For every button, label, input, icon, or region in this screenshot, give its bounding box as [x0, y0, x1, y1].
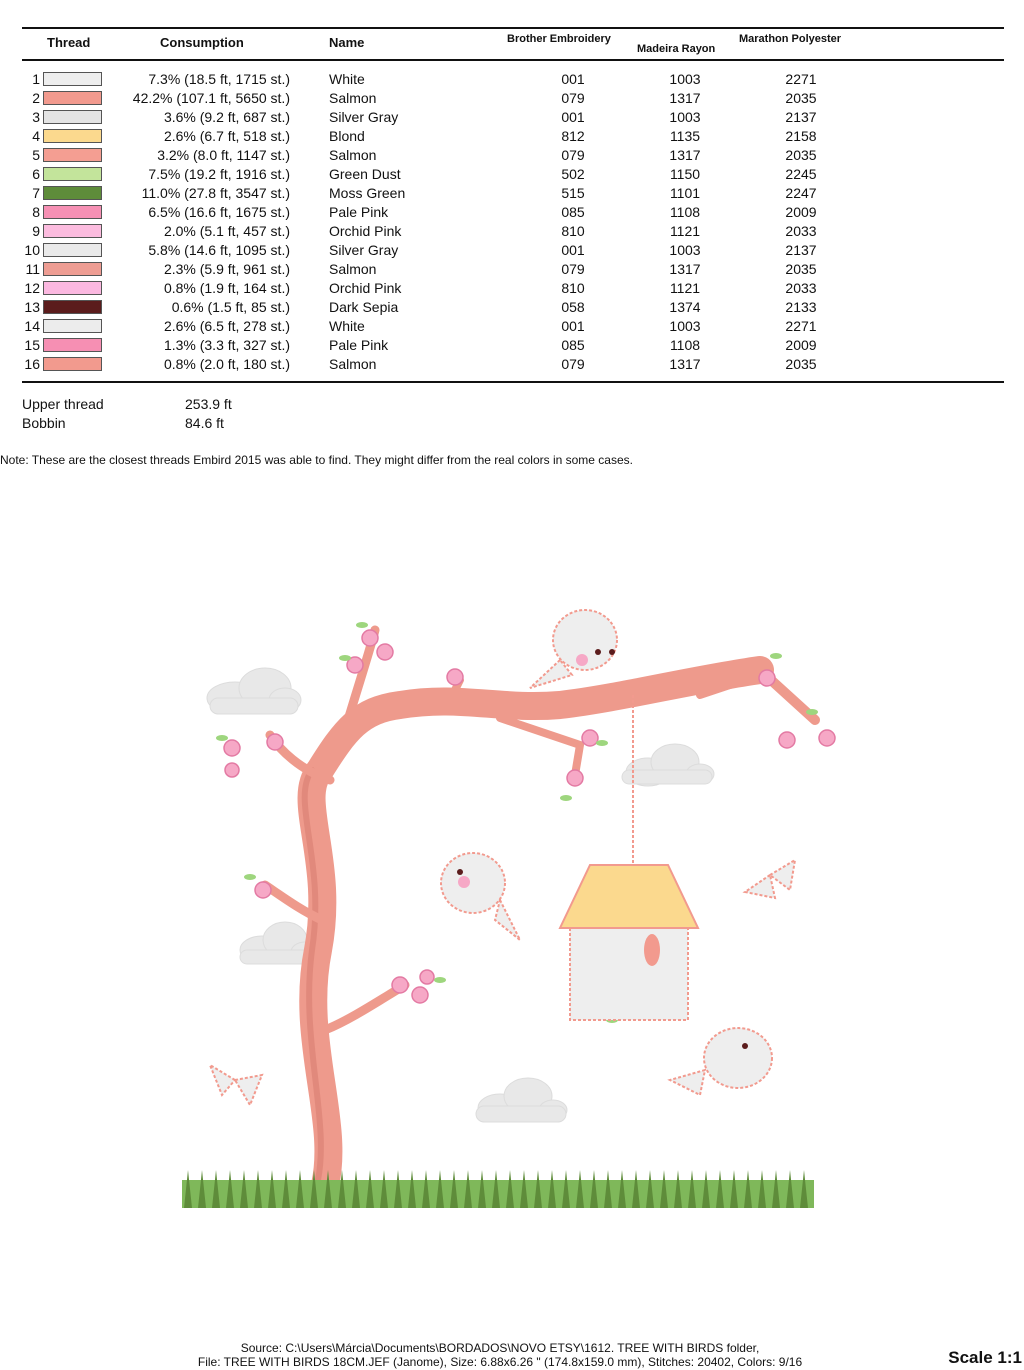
upper-thread-label: Upper thread: [22, 396, 104, 412]
thread-consumption: 0.6% (1.5 ft, 85 st.): [171, 299, 290, 315]
thread-number: 13: [24, 299, 40, 315]
color-swatch: [43, 110, 102, 124]
thread-name: Pale Pink: [329, 204, 389, 220]
marathon-code: 2033: [785, 280, 817, 296]
table-row: [0, 222, 1024, 241]
thread-number: 5: [32, 147, 40, 163]
flower-icon: [362, 630, 378, 646]
thread-name: Blond: [329, 128, 365, 144]
header-marathon: Marathon Polyester: [739, 33, 842, 45]
thread-number: 15: [24, 337, 40, 353]
marathon-code: 2009: [785, 204, 817, 220]
brother-code: 810: [561, 280, 585, 296]
madeira-code: 1003: [669, 71, 701, 87]
flower-icon: [582, 730, 598, 746]
brother-code: 085: [561, 337, 585, 353]
brother-code: 001: [561, 242, 585, 258]
leaf-icon: [356, 622, 368, 628]
color-swatch: [43, 129, 102, 143]
color-swatch: [43, 186, 102, 200]
header-name: Name: [329, 35, 365, 50]
thread-consumption: 7.3% (18.5 ft, 1715 st.): [148, 71, 290, 87]
madeira-code: 1003: [669, 242, 701, 258]
color-swatch: [43, 338, 102, 352]
thread-number: 4: [32, 128, 40, 144]
table-bottom-rule: [22, 381, 1004, 383]
flower-icon: [779, 732, 795, 748]
upper-thread-value: 253.9 ft: [185, 396, 232, 412]
thread-number: 8: [32, 204, 40, 220]
marathon-code: 2009: [785, 337, 817, 353]
thread-name: Green Dust: [329, 166, 401, 182]
color-swatch: [43, 167, 102, 181]
brother-code: 085: [561, 204, 585, 220]
thread-consumption: 1.3% (3.3 ft, 327 st.): [163, 337, 290, 353]
marathon-code: 2035: [785, 147, 817, 163]
color-swatch: [43, 148, 102, 162]
marathon-code: 2247: [785, 185, 817, 201]
table-row: [0, 184, 1024, 203]
thread-consumption: 0.8% (1.9 ft, 164 st.): [163, 280, 290, 296]
leaf-icon: [596, 740, 608, 746]
color-swatch: [43, 281, 102, 295]
table-row: [0, 279, 1024, 298]
madeira-code: 1121: [669, 223, 701, 239]
brother-code: 001: [561, 318, 585, 334]
thread-consumption: 2.6% (6.5 ft, 278 st.): [163, 318, 290, 334]
flower-icon: [377, 644, 393, 660]
flower-icon: [267, 734, 283, 750]
leaf-icon: [216, 735, 228, 741]
marathon-code: 2245: [785, 166, 817, 182]
thread-consumption: 0.8% (2.0 ft, 180 st.): [163, 356, 290, 372]
thread-consumption: 7.5% (19.2 ft, 1916 st.): [148, 166, 290, 182]
thread-name: Salmon: [329, 356, 377, 372]
flower-icon: [567, 770, 583, 786]
table-row: [0, 355, 1024, 374]
brother-code: 812: [561, 128, 585, 144]
color-swatch: [43, 243, 102, 257]
leaf-icon: [770, 653, 782, 659]
thread-name: White: [329, 318, 365, 334]
thread-consumption: 2.3% (5.9 ft, 961 st.): [163, 261, 290, 277]
color-swatch: [43, 91, 102, 105]
butterfly-icon: [210, 1065, 262, 1105]
thread-number: 6: [32, 166, 40, 182]
thread-consumption: 11.0% (27.8 ft, 3547 st.): [141, 185, 290, 201]
table-row: [0, 127, 1024, 146]
thread-number: 9: [32, 223, 40, 239]
thread-number: 1: [32, 71, 40, 87]
marathon-code: 2271: [785, 318, 817, 334]
bird-icon: [670, 1028, 772, 1095]
madeira-code: 1121: [669, 280, 701, 296]
thread-name: Salmon: [329, 90, 377, 106]
cloud-icon: [476, 1078, 567, 1122]
brother-code: 058: [561, 299, 585, 315]
thread-consumption: 3.2% (8.0 ft, 1147 st.): [157, 147, 290, 163]
thread-number: 7: [32, 185, 40, 201]
flower-icon: [759, 670, 775, 686]
branch: [500, 718, 580, 775]
thread-name: Salmon: [329, 261, 377, 277]
thread-number: 10: [24, 242, 40, 258]
madeira-code: 1101: [669, 185, 701, 201]
thread-name: Moss Green: [329, 185, 406, 201]
brother-code: 079: [561, 261, 585, 277]
marathon-code: 2033: [785, 223, 817, 239]
marathon-code: 2137: [785, 242, 817, 258]
table-row: [0, 260, 1024, 279]
madeira-code: 1108: [669, 337, 701, 353]
madeira-code: 1317: [669, 356, 701, 372]
brother-code: 079: [561, 147, 585, 163]
marathon-code: 2271: [785, 71, 817, 87]
table-top-rule: [22, 27, 1004, 29]
flower-icon: [224, 740, 240, 756]
thread-consumption: 2.6% (6.7 ft, 518 st.): [163, 128, 290, 144]
branch: [325, 985, 405, 1030]
table-row: [0, 241, 1024, 260]
leaf-icon: [244, 874, 256, 880]
madeira-code: 1317: [669, 261, 701, 277]
thread-number: 16: [24, 356, 40, 372]
scale-label: Scale 1:1: [948, 1348, 1022, 1367]
madeira-code: 1317: [669, 90, 701, 106]
thread-number: 2: [32, 90, 40, 106]
flower-icon: [392, 977, 408, 993]
thread-name: Dark Sepia: [329, 299, 399, 315]
marathon-code: 2035: [785, 90, 817, 106]
table-row: [0, 146, 1024, 165]
flower-icon: [447, 669, 463, 685]
table-row: [0, 336, 1024, 355]
flower-icon: [255, 882, 271, 898]
madeira-code: 1317: [669, 147, 701, 163]
color-swatch: [43, 300, 102, 314]
marathon-code: 2035: [785, 261, 817, 277]
thread-name: Silver Gray: [329, 242, 399, 258]
marathon-code: 2133: [785, 299, 817, 315]
brother-code: 810: [561, 223, 585, 239]
header-thread: Thread: [47, 35, 91, 50]
madeira-code: 1135: [669, 128, 701, 144]
table-row: [0, 298, 1024, 317]
brother-code: 001: [561, 71, 585, 87]
leaf-icon: [806, 709, 818, 715]
brother-code: 079: [561, 356, 585, 372]
thread-name: Pale Pink: [329, 337, 389, 353]
marathon-code: 2035: [785, 356, 817, 372]
thread-number: 3: [32, 109, 40, 125]
leaf-icon: [339, 655, 351, 661]
thread-name: Orchid Pink: [329, 223, 402, 239]
butterfly-icon: [745, 860, 795, 898]
bird-icon: [441, 853, 520, 940]
color-swatch: [43, 319, 102, 333]
flower-icon: [819, 730, 835, 746]
table-row: [0, 70, 1024, 89]
marathon-code: 2158: [785, 128, 817, 144]
flower-icon: [412, 987, 428, 1003]
brother-code: 001: [561, 109, 585, 125]
thread-consumption: 3.6% (9.2 ft, 687 st.): [163, 109, 290, 125]
footer-file: File: TREE WITH BIRDS 18CM.JEF (Janome), Size: 6.88x6.26 " (174.8x159.0 mm), Stitches: 20402, Colors: 9/16: [197, 1355, 803, 1369]
leaf-icon: [560, 795, 572, 801]
footer-source: Source: C:\Users\Márcia\Documents\BORDADOS\NOVO ETSY\1612. TREE WITH BIRDS folder,: [240, 1341, 760, 1355]
table-row: [0, 317, 1024, 336]
table-row: [0, 89, 1024, 108]
table-row: [0, 108, 1024, 127]
color-swatch: [43, 262, 102, 276]
thread-number: 11: [25, 261, 40, 277]
bird-icon: [530, 610, 617, 688]
header-madeira: Madeira Rayon: [637, 43, 716, 55]
thread-name: Salmon: [329, 147, 377, 163]
thread-name: Silver Gray: [329, 109, 399, 125]
flower-icon: [225, 763, 239, 777]
leaf-icon: [434, 977, 446, 983]
madeira-code: 1150: [669, 166, 701, 182]
color-swatch: [43, 224, 102, 238]
cloud-icon: [622, 744, 714, 786]
thread-consumption: 2.0% (5.1 ft, 457 st.): [163, 223, 290, 239]
thread-number: 14: [24, 318, 40, 334]
thread-number: 12: [24, 280, 40, 296]
color-swatch: [43, 357, 102, 371]
embroidery-preview: [0, 480, 1024, 1260]
flower-icon: [420, 970, 434, 984]
brother-code: 079: [561, 90, 585, 106]
color-swatch: [43, 72, 102, 86]
madeira-code: 1003: [669, 109, 701, 125]
marathon-code: 2137: [785, 109, 817, 125]
bobbin-label: Bobbin: [22, 415, 66, 431]
header-brother: Brother Embroidery: [507, 33, 611, 45]
madeira-code: 1374: [669, 299, 701, 315]
madeira-code: 1003: [669, 318, 701, 334]
brother-code: 515: [561, 185, 585, 201]
grass-icon: [182, 1170, 814, 1208]
bobbin-value: 84.6 ft: [185, 415, 224, 431]
table-row: [0, 165, 1024, 184]
table-row: [0, 203, 1024, 222]
thread-name: White: [329, 71, 365, 87]
table-header-rule: [22, 59, 1004, 61]
madeira-code: 1108: [669, 204, 701, 220]
thread-name: Orchid Pink: [329, 280, 402, 296]
brother-code: 502: [561, 166, 585, 182]
header-consumption: Consumption: [160, 35, 244, 50]
color-swatch: [43, 205, 102, 219]
thread-consumption: 5.8% (14.6 ft, 1095 st.): [148, 242, 290, 258]
note-text: Note: These are the closest threads Embird 2015 was able to find. They might differ from the real colors in some cases.: [0, 453, 633, 467]
thread-consumption: 42.2% (107.1 ft, 5650 st.): [132, 90, 290, 106]
thread-consumption: 6.5% (16.6 ft, 1675 st.): [148, 204, 290, 220]
cloud-icon: [207, 668, 301, 714]
